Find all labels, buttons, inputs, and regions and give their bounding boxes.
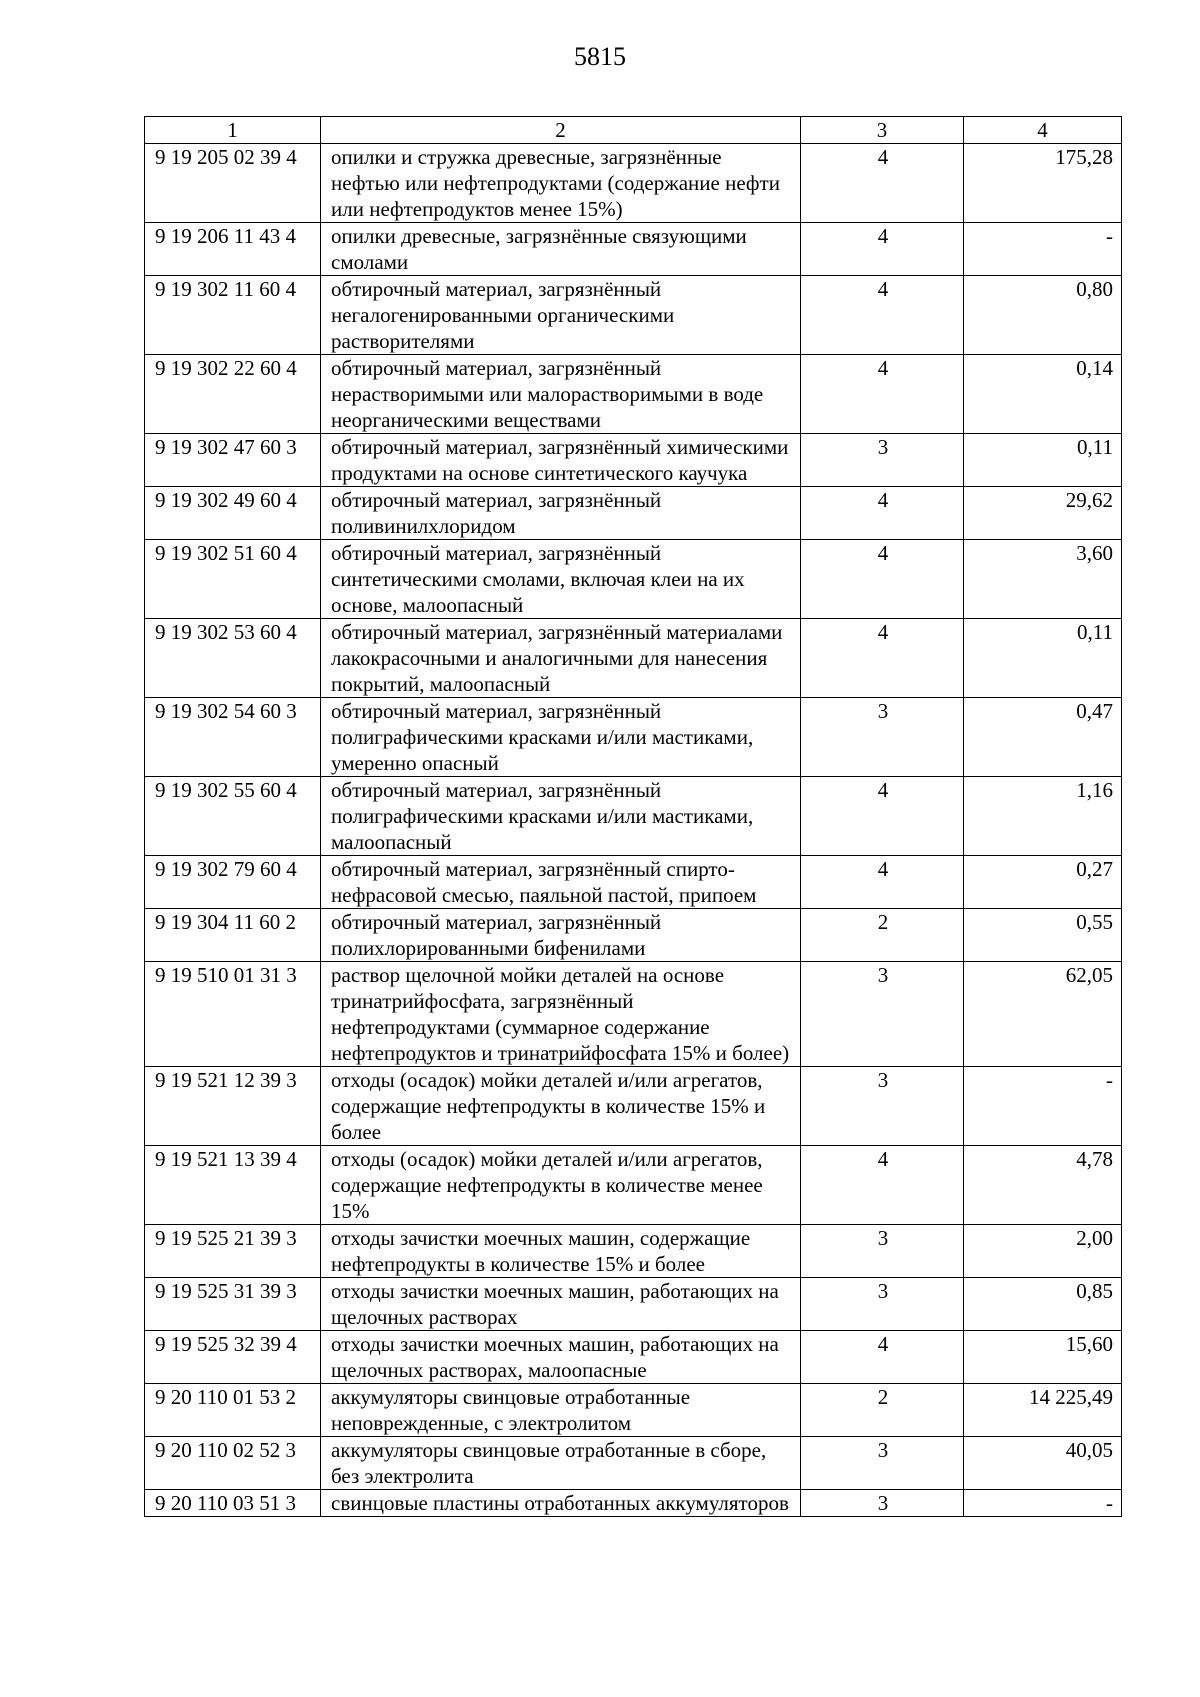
table-row <box>145 777 1122 856</box>
waste-name-cell: обтирочный материал, загрязнённый полиграфическими красками и/или мастиками, умеренно опасный <box>321 698 801 777</box>
waste-code-cell: 9 19 302 53 60 4 <box>145 619 321 698</box>
value-cell: 15,60 <box>964 1331 1122 1384</box>
waste-name-cell: отходы (осадок) мойки деталей и/или агрегатов, содержащие нефтепродукты в количестве 15% и более <box>321 1067 801 1146</box>
hazard-class-cell: 4 <box>801 540 964 619</box>
hazard-class-cell: 3 <box>801 434 964 487</box>
value-cell: 0,47 <box>964 698 1122 777</box>
value-cell: 2,00 <box>964 1225 1122 1278</box>
waste-name-cell: отходы (осадок) мойки деталей и/или агрегатов, содержащие нефтепродукты в количестве менее 15% <box>321 1146 801 1225</box>
table-row <box>145 1146 1122 1225</box>
value-cell: 40,05 <box>964 1437 1122 1490</box>
column-header-1: 1 <box>145 117 321 144</box>
table-row <box>145 962 1122 1067</box>
table-row <box>145 1225 1122 1278</box>
waste-code-cell: 9 19 304 11 60 2 <box>145 909 321 962</box>
value-cell: 0,80 <box>964 276 1122 355</box>
waste-name-cell: обтирочный материал, загрязнённый поливинилхлоридом <box>321 487 801 540</box>
waste-name-cell: обтирочный материал, загрязнённый нерастворимыми или малорастворимыми в воде неорганическими веществами <box>321 355 801 434</box>
waste-name-cell: обтирочный материал, загрязнённый химическими продуктами на основе синтетического каучука <box>321 434 801 487</box>
table-row <box>145 1437 1122 1490</box>
hazard-class-cell: 4 <box>801 144 964 223</box>
value-cell: 4,78 <box>964 1146 1122 1225</box>
waste-code-cell: 9 19 302 47 60 3 <box>145 434 321 487</box>
hazard-class-cell: 3 <box>801 1490 964 1517</box>
waste-table <box>144 116 1122 1517</box>
waste-name-cell: отходы зачистки моечных машин, содержащие нефтепродукты в количестве 15% и более <box>321 1225 801 1278</box>
table-row <box>145 1331 1122 1384</box>
table-row <box>145 856 1122 909</box>
waste-name-cell: опилки и стружка древесные, загрязнённые нефтью или нефтепродуктами (содержание нефти или нефтепродуктов менее 15%) <box>321 144 801 223</box>
hazard-class-cell: 4 <box>801 276 964 355</box>
waste-code-cell: 9 20 110 02 52 3 <box>145 1437 321 1490</box>
table-row <box>145 909 1122 962</box>
waste-name-cell: свинцовые пластины отработанных аккумуляторов <box>321 1490 801 1517</box>
waste-code-cell: 9 19 206 11 43 4 <box>145 223 321 276</box>
column-header-4: 4 <box>964 117 1122 144</box>
hazard-class-cell: 4 <box>801 355 964 434</box>
table-row <box>145 355 1122 434</box>
hazard-class-cell: 3 <box>801 1278 964 1331</box>
waste-code-cell: 9 19 302 11 60 4 <box>145 276 321 355</box>
value-cell: - <box>964 223 1122 276</box>
table-row <box>145 1067 1122 1146</box>
waste-name-cell: обтирочный материал, загрязнённый полихлорированными бифенилами <box>321 909 801 962</box>
waste-code-cell: 9 19 525 21 39 3 <box>145 1225 321 1278</box>
waste-code-cell: 9 19 302 79 60 4 <box>145 856 321 909</box>
waste-code-cell: 9 19 302 55 60 4 <box>145 777 321 856</box>
value-cell: 0,11 <box>964 434 1122 487</box>
table-row <box>145 1278 1122 1331</box>
waste-name-cell: аккумуляторы свинцовые отработанные в сборе, без электролита <box>321 1437 801 1490</box>
value-cell: 62,05 <box>964 962 1122 1067</box>
table-row <box>145 487 1122 540</box>
waste-code-cell: 9 19 521 12 39 3 <box>145 1067 321 1146</box>
table-row <box>145 434 1122 487</box>
hazard-class-cell: 3 <box>801 962 964 1067</box>
waste-name-cell: обтирочный материал, загрязнённый спирто-нефрасовой смесью, паяльной пастой, припоем <box>321 856 801 909</box>
hazard-class-cell: 2 <box>801 909 964 962</box>
hazard-class-cell: 3 <box>801 1067 964 1146</box>
table-row <box>145 276 1122 355</box>
table-header-row <box>145 117 1122 144</box>
value-cell: 3,60 <box>964 540 1122 619</box>
waste-name-cell: аккумуляторы свинцовые отработанные неповрежденные, с электролитом <box>321 1384 801 1437</box>
waste-code-cell: 9 19 302 49 60 4 <box>145 487 321 540</box>
table-row <box>145 540 1122 619</box>
hazard-class-cell: 3 <box>801 1225 964 1278</box>
waste-name-cell: обтирочный материал, загрязнённый синтетическими смолами, включая клеи на их основе, малоопасный <box>321 540 801 619</box>
value-cell: 175,28 <box>964 144 1122 223</box>
hazard-class-cell: 4 <box>801 856 964 909</box>
table-body <box>145 144 1122 1517</box>
value-cell: 14 225,49 <box>964 1384 1122 1437</box>
hazard-class-cell: 3 <box>801 698 964 777</box>
value-cell: 0,85 <box>964 1278 1122 1331</box>
table-row <box>145 223 1122 276</box>
waste-code-cell: 9 19 510 01 31 3 <box>145 962 321 1067</box>
table-row <box>145 619 1122 698</box>
hazard-class-cell: 4 <box>801 1331 964 1384</box>
waste-name-cell: обтирочный материал, загрязнённый материалами лакокрасочными и аналогичными для нанесения покрытий, малоопасный <box>321 619 801 698</box>
waste-name-cell: обтирочный материал, загрязнённый негалогенированными органическими растворителями <box>321 276 801 355</box>
hazard-class-cell: 4 <box>801 777 964 856</box>
hazard-class-cell: 4 <box>801 223 964 276</box>
hazard-class-cell: 3 <box>801 1437 964 1490</box>
waste-code-cell: 9 20 110 03 51 3 <box>145 1490 321 1517</box>
table-row <box>145 1490 1122 1517</box>
value-cell: 0,55 <box>964 909 1122 962</box>
waste-name-cell: опилки древесные, загрязнённые связующими смолами <box>321 223 801 276</box>
hazard-class-cell: 4 <box>801 487 964 540</box>
table-row <box>145 144 1122 223</box>
waste-code-cell: 9 19 302 54 60 3 <box>145 698 321 777</box>
waste-name-cell: отходы зачистки моечных машин, работающих на щелочных растворах, малоопасные <box>321 1331 801 1384</box>
waste-code-cell: 9 19 302 51 60 4 <box>145 540 321 619</box>
waste-code-cell: 9 19 302 22 60 4 <box>145 355 321 434</box>
value-cell: - <box>964 1490 1122 1517</box>
waste-code-cell: 9 19 525 31 39 3 <box>145 1278 321 1331</box>
value-cell: 1,16 <box>964 777 1122 856</box>
hazard-class-cell: 2 <box>801 1384 964 1437</box>
value-cell: - <box>964 1067 1122 1146</box>
value-cell: 0,27 <box>964 856 1122 909</box>
column-header-3: 3 <box>801 117 964 144</box>
column-header-2: 2 <box>321 117 801 144</box>
table-row <box>145 1384 1122 1437</box>
hazard-class-cell: 4 <box>801 619 964 698</box>
value-cell: 0,11 <box>964 619 1122 698</box>
waste-name-cell: отходы зачистки моечных машин, работающих на щелочных растворах <box>321 1278 801 1331</box>
table-row <box>145 698 1122 777</box>
waste-code-cell: 9 19 521 13 39 4 <box>145 1146 321 1225</box>
value-cell: 29,62 <box>964 487 1122 540</box>
waste-name-cell: обтирочный материал, загрязнённый полиграфическими красками и/или мастиками, малоопасный <box>321 777 801 856</box>
waste-code-cell: 9 20 110 01 53 2 <box>145 1384 321 1437</box>
waste-name-cell: раствор щелочной мойки деталей на основе тринатрийфосфата, загрязнённый нефтепродуктами (суммарное содержание нефтепродуктов и тринатрийфосфата 15% и более) <box>321 962 801 1067</box>
hazard-class-cell: 4 <box>801 1146 964 1225</box>
page-number: 5815 <box>574 42 626 71</box>
value-cell: 0,14 <box>964 355 1122 434</box>
waste-code-cell: 9 19 205 02 39 4 <box>145 144 321 223</box>
waste-code-cell: 9 19 525 32 39 4 <box>145 1331 321 1384</box>
